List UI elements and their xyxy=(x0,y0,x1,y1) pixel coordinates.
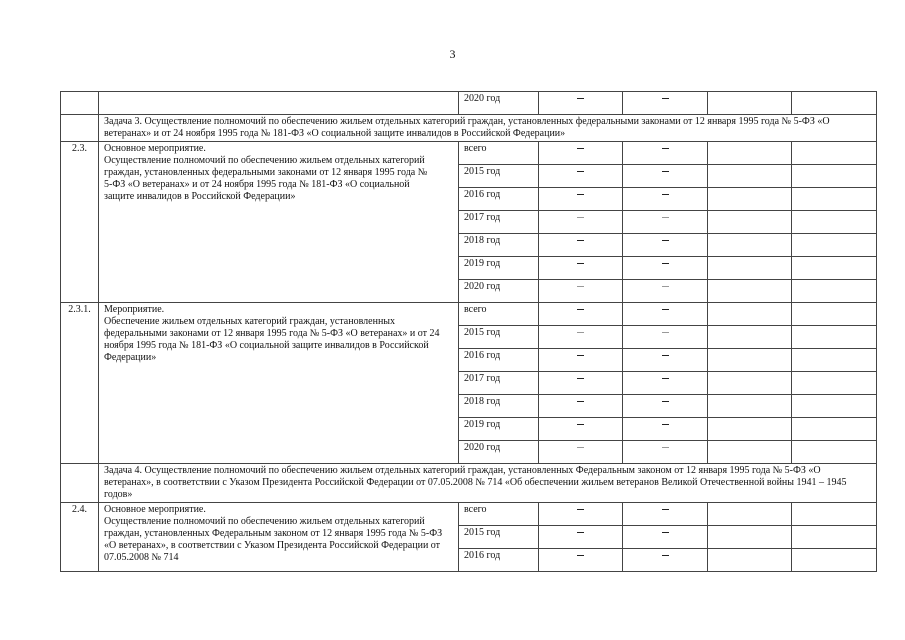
value-cell xyxy=(539,395,623,418)
value-cell xyxy=(623,549,708,572)
value-cell xyxy=(708,142,792,165)
year-cell: всего xyxy=(459,142,539,165)
value-cell xyxy=(708,92,792,115)
dash-mark xyxy=(662,263,669,264)
value-cell xyxy=(623,526,708,549)
description-cell xyxy=(99,92,459,115)
section-title: Основное мероприятие. xyxy=(104,143,206,154)
value-cell xyxy=(539,441,623,464)
value-cell xyxy=(539,349,623,372)
dash-mark xyxy=(577,286,584,287)
dash-mark xyxy=(662,509,669,510)
dash-mark xyxy=(662,309,669,310)
dash-mark xyxy=(577,332,584,333)
dash-mark xyxy=(577,263,584,264)
value-cell xyxy=(623,349,708,372)
section-title: Основное мероприятие. xyxy=(104,504,206,515)
year-cell: 2018 год xyxy=(459,234,539,257)
dash-mark xyxy=(577,355,584,356)
dash-mark xyxy=(662,217,669,218)
year-cell: 2018 год xyxy=(459,395,539,418)
value-cell xyxy=(708,303,792,326)
value-cell xyxy=(792,92,877,115)
value-cell xyxy=(792,280,877,303)
section-text: Осуществление полномочий по обеспечению жильем отдельных категорий граждан, установленных федеральными законами от 12 января 1995 года № 5-ФЗ «О ветеранах» и от 24 ноября 1995 года № 181-ФЗ «О социальной защите инвалидов в Российской Федерации» xyxy=(104,155,428,202)
value-cell xyxy=(792,526,877,549)
value-cell xyxy=(708,418,792,441)
dash-mark xyxy=(662,194,669,195)
dash-mark xyxy=(577,240,584,241)
dash-mark xyxy=(577,555,584,556)
dash-mark xyxy=(577,98,584,99)
dash-mark xyxy=(662,332,669,333)
year-cell: 2015 год xyxy=(459,165,539,188)
value-cell xyxy=(539,503,623,526)
value-cell xyxy=(792,165,877,188)
year-cell: 2020 год xyxy=(459,92,539,115)
value-cell xyxy=(792,257,877,280)
dash-mark xyxy=(577,309,584,310)
section-number: 2.3.1. xyxy=(61,303,99,464)
value-cell xyxy=(792,418,877,441)
value-cell xyxy=(792,503,877,526)
value-cell xyxy=(623,142,708,165)
year-cell: 2017 год xyxy=(459,372,539,395)
value-cell xyxy=(708,549,792,572)
task-row xyxy=(61,115,877,142)
year-cell: 2020 год xyxy=(459,441,539,464)
year-cell: 2017 год xyxy=(459,211,539,234)
value-cell xyxy=(708,165,792,188)
value-cell xyxy=(708,441,792,464)
value-cell xyxy=(623,92,708,115)
value-cell xyxy=(792,395,877,418)
value-cell xyxy=(539,526,623,549)
value-cell xyxy=(539,549,623,572)
year-cell: 2016 год xyxy=(459,188,539,211)
number-cell xyxy=(61,92,99,115)
value-cell xyxy=(539,280,623,303)
dash-mark xyxy=(662,240,669,241)
value-cell xyxy=(539,142,623,165)
value-cell xyxy=(539,303,623,326)
section-number: 2.4. xyxy=(61,503,99,572)
dash-mark xyxy=(662,286,669,287)
value-cell xyxy=(623,395,708,418)
value-cell xyxy=(539,418,623,441)
value-cell xyxy=(539,372,623,395)
year-cell: 2015 год xyxy=(459,526,539,549)
value-cell xyxy=(792,303,877,326)
dash-mark xyxy=(662,355,669,356)
task-3-text: Задача 3. Осуществление полномочий по обеспечению жильем отдельных категорий граждан, установленных федеральными законами от 12 января 1995 года № 5-ФЗ «О ветеранах» и от 24 ноября 1995 года № 181-ФЗ «О социальной защите инвалидов в Российской Федерации» xyxy=(99,115,877,142)
value-cell xyxy=(623,303,708,326)
value-cell xyxy=(792,234,877,257)
section-title: Мероприятие. xyxy=(104,304,165,315)
table-row xyxy=(61,142,877,165)
value-cell xyxy=(623,326,708,349)
dash-mark xyxy=(577,509,584,510)
value-cell xyxy=(623,165,708,188)
value-cell xyxy=(623,234,708,257)
value-cell xyxy=(708,349,792,372)
value-cell xyxy=(792,549,877,572)
value-cell xyxy=(539,234,623,257)
dash-mark xyxy=(577,532,584,533)
year-cell: всего xyxy=(459,503,539,526)
value-cell xyxy=(539,188,623,211)
value-cell xyxy=(708,372,792,395)
task-row xyxy=(61,464,877,503)
dash-mark xyxy=(577,148,584,149)
value-cell xyxy=(792,188,877,211)
section-text: Осуществление полномочий по обеспечению жильем отдельных категорий граждан, установленных Федеральным законом от 12 января 1995 года № 5-ФЗ «О ветеранах», в соответствии с Указом Президента Российской Федерации от 07.05.2008 № 714 xyxy=(104,516,443,563)
table-row xyxy=(61,92,877,115)
value-cell xyxy=(792,142,877,165)
dash-mark xyxy=(662,401,669,402)
dash-mark xyxy=(662,171,669,172)
value-cell xyxy=(708,211,792,234)
value-cell xyxy=(539,165,623,188)
value-cell xyxy=(539,92,623,115)
value-cell xyxy=(539,211,623,234)
dash-mark xyxy=(662,532,669,533)
section-number: 2.3. xyxy=(61,142,99,303)
year-cell: 2019 год xyxy=(459,257,539,280)
value-cell xyxy=(792,441,877,464)
value-cell xyxy=(792,211,877,234)
value-cell xyxy=(623,372,708,395)
dash-mark xyxy=(577,217,584,218)
value-cell xyxy=(792,349,877,372)
section-description xyxy=(99,303,459,464)
dash-mark xyxy=(662,98,669,99)
value-cell xyxy=(708,280,792,303)
dash-mark xyxy=(577,378,584,379)
value-cell xyxy=(708,526,792,549)
dash-mark xyxy=(662,378,669,379)
number-cell xyxy=(61,464,99,503)
value-cell xyxy=(623,503,708,526)
task-4-text: Задача 4. Осуществление полномочий по обеспечению жильем отдельных категорий граждан, установленных Федеральным законом от 12 января 1995 года № 5-ФЗ «О ветеранах», в соответствии с Указом Президента Российской Федерации от 07.05.2008 № 714 «Об обеспечении жильем ветеранов Великой Отечественной войны 1941 – 1945 годов» xyxy=(99,464,877,503)
dash-mark xyxy=(577,171,584,172)
section-text: Обеспечение жильем отдельных категорий граждан, установленных федеральными законами от 12 января 1995 года № 5-ФЗ «О ветеранах» и от 24 ноября 1995 года № 181-ФЗ «О социальной защите инвалидов в Российской Федерации» xyxy=(104,316,440,363)
dash-mark xyxy=(577,447,584,448)
value-cell xyxy=(623,280,708,303)
value-cell xyxy=(708,395,792,418)
section-description xyxy=(99,503,459,572)
table-row xyxy=(61,303,877,326)
year-cell: всего xyxy=(459,303,539,326)
year-cell: 2016 год xyxy=(459,549,539,572)
value-cell xyxy=(539,326,623,349)
value-cell xyxy=(623,441,708,464)
dash-mark xyxy=(662,148,669,149)
value-cell xyxy=(708,234,792,257)
value-cell xyxy=(708,326,792,349)
value-cell xyxy=(708,188,792,211)
dash-mark xyxy=(662,424,669,425)
number-cell xyxy=(61,115,99,142)
section-description xyxy=(99,142,459,303)
program-table xyxy=(60,91,877,572)
page-number: 3 xyxy=(449,47,456,61)
dash-mark xyxy=(662,555,669,556)
value-cell xyxy=(623,418,708,441)
value-cell xyxy=(539,257,623,280)
dash-mark xyxy=(577,194,584,195)
year-cell: 2020 год xyxy=(459,280,539,303)
value-cell xyxy=(623,188,708,211)
value-cell xyxy=(708,503,792,526)
value-cell xyxy=(708,257,792,280)
dash-mark xyxy=(577,424,584,425)
table-row xyxy=(61,503,877,526)
year-cell: 2015 год xyxy=(459,326,539,349)
value-cell xyxy=(623,211,708,234)
dash-mark xyxy=(577,401,584,402)
value-cell xyxy=(623,257,708,280)
value-cell xyxy=(792,326,877,349)
dash-mark xyxy=(662,447,669,448)
value-cell xyxy=(792,372,877,395)
year-cell: 2016 год xyxy=(459,349,539,372)
year-cell: 2019 год xyxy=(459,418,539,441)
